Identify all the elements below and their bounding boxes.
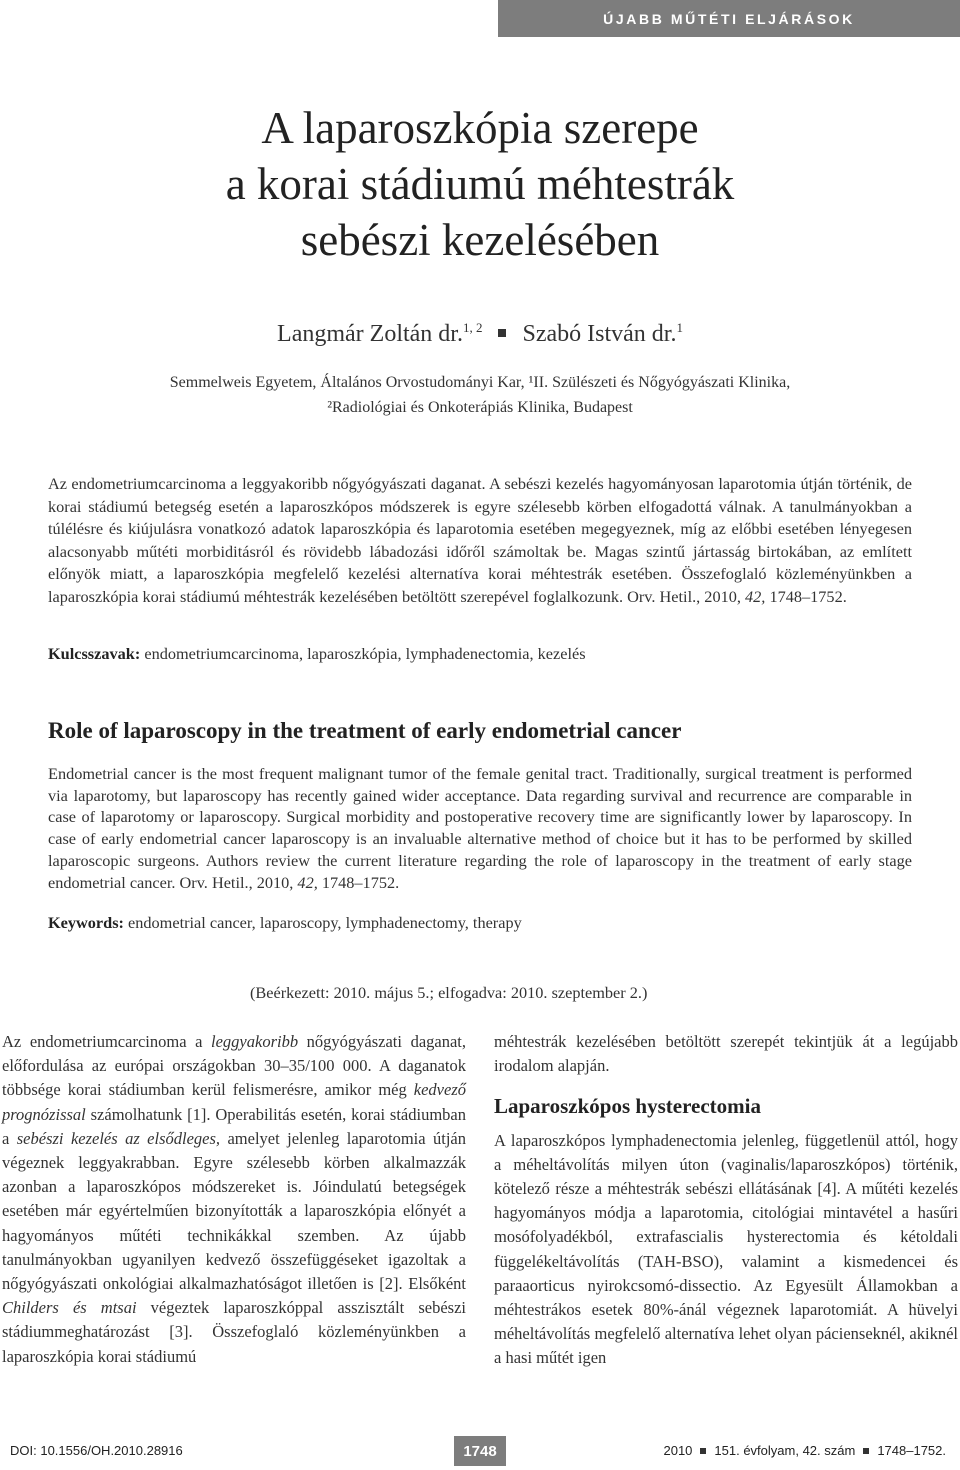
keywords-english xyxy=(48,913,912,933)
keywords-en-label: Keywords: xyxy=(48,913,124,932)
authors xyxy=(0,320,960,348)
issue-pages: 1748–1752. xyxy=(877,1443,946,1458)
body-right-paragraph: A laparoszkópos lymphadenectomia jelenleg, függetlenül attól, hogy a méheltávolítás milyen úton (vaginalis/laparoszkópos) történik, kötelező része a méhtestrák sebészi ellátásának [4]. A műtéti kezelés hagyományos módja a laparotomia, citológiai mintavétel a hasűri mosófolyadékból, extrafascialis hysterectomia és kétoldali függelékeltávolítás (TAH-BSO), valamint a kismedencei és paraaorticus nyirokcsomó-dissectio. Az Egyesült Államokban a méhtestrákos esetek 80%-ánál végeznek laparotomiát. A hüvelyi méheltávolítás megfelelő alternatíva lehet olyan pácienseknél, akiknél a hasi műtét igen xyxy=(494,1130,958,1368)
body-column-right xyxy=(494,1030,958,1371)
abstract-en-pages: 1748–1752. xyxy=(317,872,400,892)
keywords-hungarian xyxy=(48,644,912,664)
english-title: Role of laparoscopy in the treatment of early endometrial cancer xyxy=(48,718,682,743)
affiliation-line-1: Semmelweis Egyetem, Általános Orvostudományi Kar, ¹II. Szülészeti és Nőgyógyászati Klinika, xyxy=(169,374,791,391)
doi-link[interactable]: DOI: 10.1556/OH.2010.28916 xyxy=(10,1443,183,1458)
separator-dot-icon xyxy=(863,1448,869,1454)
body-left-text-5: végeztek laparoszkóppal asszisztált sebészi stádiummeghatározást [3]. Összefoglaló közleményünkben a laparoszkópia korai stádiumú xyxy=(2,1298,466,1366)
author-2-affiliation: 1 xyxy=(676,320,683,335)
body-left-emphasis-2: kedvező prognózissal xyxy=(2,1080,466,1124)
page-footer xyxy=(0,1436,960,1466)
section-heading: Laparoszkópos hysterectomia xyxy=(494,1094,761,1119)
abstract-en-text: Endometrial cancer is the most frequent malignant tumor of the female genital tract. Traditionally, surgical treatment is performed via laparotomy, but laparoscopy has recently gained wider acceptance. Data regarding survival and recurrence are comparable in case of laparotomy or laparoscopy. Surgical morbidity and postoperative recovery time are significantly lower by laparoscopy. In case of early endometrial cancer laparoscopy is an invaluable alternative method of choice but it has to be performed by skilled laparoscopic surgeons. Authors review the current literature regarding the role of laparoscopy in the treatment of early stage endometrial cancer. Orv. Hetil., 2010, xyxy=(48,764,912,892)
issue-year: 2010 xyxy=(663,1443,693,1458)
body-left-text-2: nőgyógyászati daganat, előfordulása az európai országokban 30–35/100 000. A daganatok többsége korai stádiumban kerül felismerésre, amikor még xyxy=(2,1032,466,1100)
author-1: Langmár Zoltán dr. xyxy=(277,321,463,347)
abstract-hu-text: Az endometriumcarcinoma a leggyakoribb nőgyógyászati daganat. A sebészi kezelés hagyományosan laparotomia útján történik, de korai stádiumú betegség esetén a laparoszkópos módszerek is egyre szélesebb körben elfogadottá válnak. A tanulmányokban a túlélésre és kiújulásra vonatkozó adatok laparoszkópia és laparotomia esetében megegyeznek, míg az előbbi esetében lényegesen alacsonyabb műtéti morbiditásról és rövidebb lábadozási időről számoltak be. Magas szintű jártasság birtokában, az említett előnyök miatt, a laparoszkópia megfelelő kezelési alternatíva korai méhtestrák esetében. Összefoglaló közleményünkben a laparoszkópia korai stádiumú méhtestrák kezelésében betöltött szerepével foglalkozunk. Orv. Hetil., 2010, xyxy=(48,474,912,606)
issue-volume: 151. évfolyam, 42. szám xyxy=(714,1443,856,1458)
author-1-affiliation: 1, 2 xyxy=(462,320,483,335)
issue-info xyxy=(663,1443,946,1458)
received-dates: (Beérkezett: 2010. május 5.; elfogadva: 2010. szeptember 2.) xyxy=(250,983,648,1002)
body-left-emphasis-3: sebészi kezelés az elsődleges, xyxy=(16,1128,221,1148)
abstract-english xyxy=(48,763,912,893)
section-label: ÚJABB MŰTÉTI ELJÁRÁSOK xyxy=(498,0,960,37)
separator-square-icon xyxy=(498,329,506,337)
abstract-hu-volume: 42, xyxy=(745,586,766,606)
title-line-2: a korai stádiumú méhtestrák xyxy=(225,159,735,209)
body-column-left xyxy=(2,1030,466,1369)
affiliation-line-2: ²Radiológiai és Onkoterápiás Klinika, Budapest xyxy=(327,399,633,416)
affiliation xyxy=(0,370,960,420)
abstract-hu-pages: 1748–1752. xyxy=(765,586,847,606)
separator-dot-icon xyxy=(700,1448,706,1454)
title-line-3: sebészi kezelésében xyxy=(300,215,660,265)
body-left-text-3: számolhatunk [1]. Operabilitás esetén, korai stádiumban a xyxy=(2,1104,466,1148)
article-title xyxy=(0,100,960,268)
body-left-emphasis-1: leggyakoribb xyxy=(211,1032,299,1051)
keywords-hu-value: endometriumcarcinoma, laparoszkópia, lymphadenectomia, kezelés xyxy=(140,644,586,663)
keywords-hu-label: Kulcsszavak: xyxy=(48,644,141,663)
title-line-1: A laparoszkópia szerepe xyxy=(261,103,699,153)
page-number: 1748 xyxy=(454,1436,506,1466)
abstract-hungarian xyxy=(48,473,912,608)
author-2: Szabó István dr. xyxy=(522,321,677,347)
body-left-text-1: Az endometriumcarcinoma a xyxy=(2,1032,212,1051)
body-left-emphasis-4: Childers és mtsai xyxy=(2,1298,137,1318)
keywords-en-value: endometrial cancer, laparoscopy, lymphadenectomy, therapy xyxy=(123,913,522,932)
body-left-text-4: amelyet jelenleg laparotomia útján végeznek leggyakrabban. Egyre szélesebb körben alkalmazzák azonban a laparoszkópos módszereket is. Jóindulatú betegségek esetében már egyértelműen bizonyították a laparoszkópia előnyét a hagyományos műtéti technikákkal szemben. Az újabb tanulmányokban ugyanilyen kedvező összefüggéseket igazoltak a nőgyógyászati onkológiai alkalmazhatóságot illetően is [2]. Elsőként xyxy=(2,1128,466,1294)
body-right-intro: méhtestrák kezelésében betöltött szerepét tekintjük át a legújabb irodalom alapján. xyxy=(494,1032,958,1076)
abstract-en-volume: 42, xyxy=(297,872,318,892)
